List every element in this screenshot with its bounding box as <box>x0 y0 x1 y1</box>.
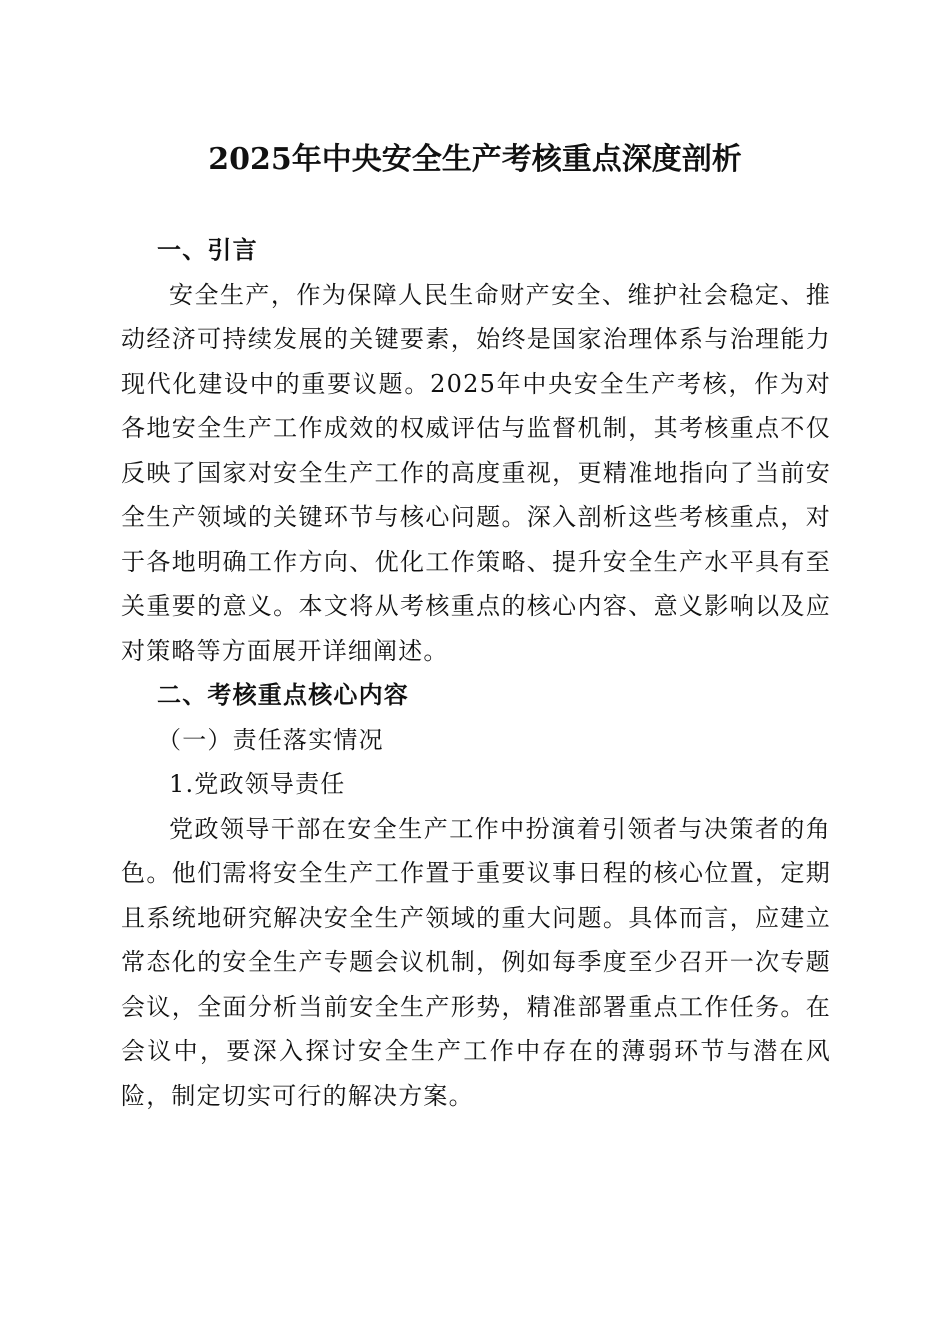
document-body <box>121 228 831 1118</box>
subsection-heading-responsibility: （一）责任落实情况 <box>157 725 384 754</box>
introduction-paragraph: 安全生产，作为保障人民生命财产安全、维护社会稳定、推动经济可持续发展的关键要素，始终是国家治理体系与治理能力现代化建设中的重要议题。2025年中央安全生产考核，作为对各地安全生产工作成效的权威评估与监督机制，其考核重点不仅反映了国家对安全生产工作的高度重视，更精准地指向了当前安全生产领域的关键环节与核心问题。深入剖析这些考核重点，对于各地明确工作方向、优化工作策略、提升安全生产水平具有至关重要的意义。本文将从考核重点的核心内容、意义影响以及应对策略等方面展开详细阐述。 <box>121 280 831 665</box>
item-heading-party-government-leadership: 1.党政领导责任 <box>169 770 346 798</box>
section-heading-core-content: 二、考核重点核心内容 <box>157 681 409 709</box>
document-title: 2025年中央安全生产考核重点深度剖析 <box>208 142 742 177</box>
section-heading-introduction: 一、引言 <box>157 236 258 264</box>
leadership-responsibility-paragraph: 党政领导干部在安全生产工作中扮演着引领者与决策者的角色。他们需将安全生产工作置于重要议事日程的核心位置，定期且系统地研究解决安全生产领域的重大问题。具体而言，应建立常态化的安全生产专题会议机制，例如每季度至少召开一次专题会议，全面分析当前安全生产形势，精准部署重点工作任务。在会议中，要深入探讨安全生产工作中存在的薄弱环节与潜在风险，制定切实可行的解决方案。 <box>121 814 831 1110</box>
